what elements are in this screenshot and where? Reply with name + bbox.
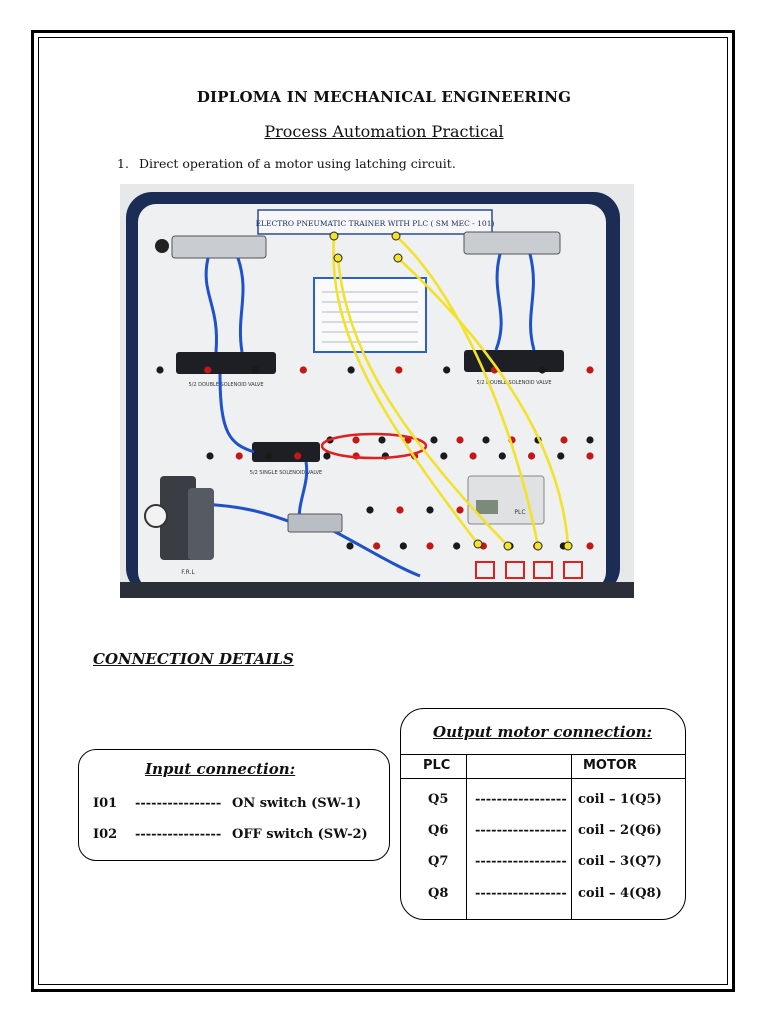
socket-terminal <box>156 366 163 373</box>
socket-terminal <box>366 506 373 513</box>
output-plc: Q5 <box>428 792 449 807</box>
socket-terminal <box>206 452 213 459</box>
socket-terminal <box>539 366 546 373</box>
output-motor: coil – 3(Q7) <box>578 854 662 869</box>
plc-label: PLC <box>514 509 526 516</box>
socket-terminal <box>378 436 385 443</box>
output-plc: Q6 <box>428 823 449 838</box>
socket-terminal <box>528 452 535 459</box>
socket-terminal <box>586 452 593 459</box>
trainer-panel-photo <box>120 184 634 598</box>
socket-terminal <box>560 436 567 443</box>
output-plc: Q8 <box>428 886 449 901</box>
output-connection-title: Output motor connection: <box>433 723 653 741</box>
output-table-header-rule <box>401 778 685 779</box>
input-dashes: ---------------- <box>135 827 222 842</box>
sov-right-label: 5/2 DOUBLE SOLENOID VALVE <box>476 380 552 386</box>
output-motor: coil – 2(Q6) <box>578 823 662 838</box>
socket-terminal <box>395 366 402 373</box>
panel-label: ELECTRO PNEUMATIC TRAINER WITH PLC ( SM MEC - 101) <box>255 219 495 228</box>
socket-terminal <box>586 436 593 443</box>
socket-terminal <box>456 436 463 443</box>
socket-terminal <box>265 452 272 459</box>
output-motor: coil – 4(Q8) <box>578 886 662 901</box>
socket-terminal <box>469 452 476 459</box>
output-dashes: ----------------- <box>475 886 567 901</box>
sov-left-label: 5/2 DOUBLE SOLENOID VALVE <box>188 382 264 388</box>
socket-terminal <box>236 452 243 459</box>
document-title: DIPLOMA IN MECHANICAL ENGINEERING <box>196 88 572 106</box>
socket-terminal <box>453 542 460 549</box>
output-dashes: ----------------- <box>475 792 567 807</box>
output-table-divider <box>466 755 467 920</box>
socket-terminal <box>400 542 407 549</box>
socket-terminal <box>426 506 433 513</box>
socket-terminal <box>373 542 380 549</box>
socket-terminal <box>482 436 489 443</box>
socket-terminal <box>430 436 437 443</box>
socket-terminal <box>204 366 211 373</box>
output-dashes: ----------------- <box>475 854 567 869</box>
input-target: ON switch (SW-1) <box>232 796 362 811</box>
socket-terminal <box>396 506 403 513</box>
socket-terminal <box>252 366 259 373</box>
output-header-plc: PLC <box>423 758 451 773</box>
sov-single-label: 5/2 SINGLE SOLENOID VALVE <box>249 470 323 476</box>
socket-terminal <box>346 542 353 549</box>
practical-text: Direct operation of a motor using latching circuit. <box>139 156 456 171</box>
output-motor: coil – 1(Q5) <box>578 792 662 807</box>
socket-terminal <box>352 436 359 443</box>
document-subtitle: Process Automation Practical <box>264 122 504 141</box>
socket-terminal <box>557 452 564 459</box>
input-dashes: ---------------- <box>135 796 222 811</box>
socket-terminal <box>443 366 450 373</box>
practical-item <box>117 156 456 171</box>
socket-terminal <box>586 542 593 549</box>
output-dashes: ----------------- <box>475 823 567 838</box>
output-header-motor: MOTOR <box>583 758 637 773</box>
input-port: I01 <box>93 796 118 811</box>
socket-terminal <box>586 366 593 373</box>
socket-terminal <box>456 506 463 513</box>
socket-terminal <box>499 452 506 459</box>
socket-terminal <box>294 452 301 459</box>
practical-number: 1. <box>117 156 129 171</box>
frl-label: F.R.L <box>181 569 195 576</box>
output-table-top-rule <box>401 754 685 755</box>
socket-terminal <box>426 542 433 549</box>
input-port: I02 <box>93 827 118 842</box>
input-target: OFF switch (SW-2) <box>232 827 368 842</box>
output-table-divider <box>571 755 572 920</box>
socket-terminal <box>300 366 307 373</box>
socket-terminal <box>348 366 355 373</box>
input-connection-title: Input connection: <box>145 760 296 778</box>
output-plc: Q7 <box>428 854 449 869</box>
connection-details-heading: CONNECTION DETAILS <box>93 650 294 668</box>
socket-terminal <box>440 452 447 459</box>
